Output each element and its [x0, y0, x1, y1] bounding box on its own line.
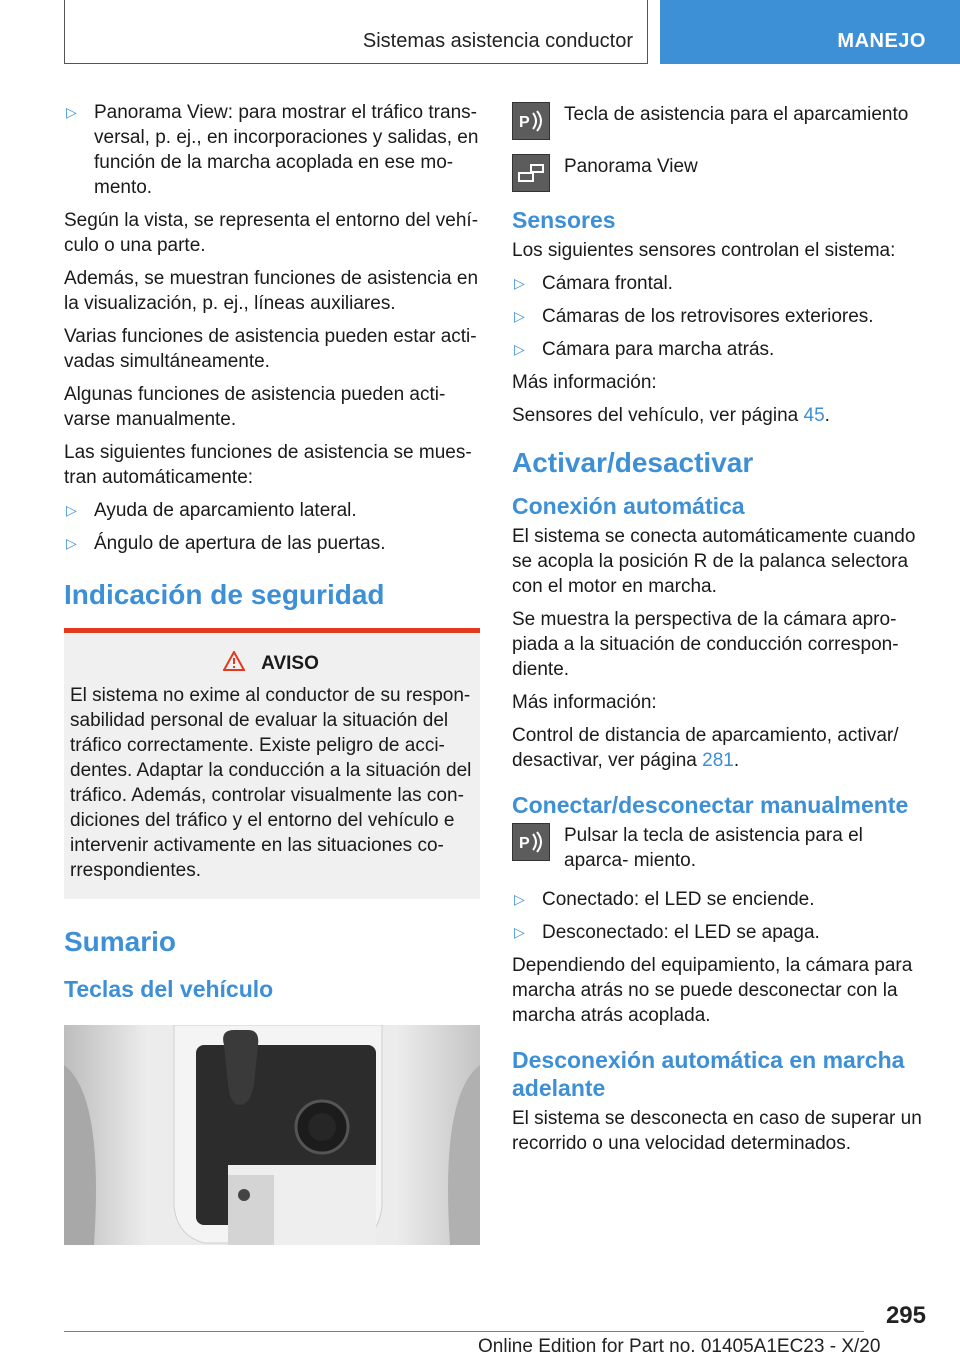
bullet-text: Ayuda de aparcamiento lateral.: [94, 500, 357, 521]
heading-activate: Activar/desactivar: [512, 447, 754, 478]
bullet-triangle-icon: ▷: [514, 308, 525, 324]
paragraph: Sensores del vehículo, ver página 45.: [512, 405, 830, 426]
bullet-triangle-icon: ▷: [514, 275, 525, 291]
bullet-item: [512, 887, 928, 912]
paragraph: Según la vista, se representa el entorno del vehí‐ culo o una parte.: [64, 210, 479, 256]
header-section-title: Sistemas asistencia conductor: [362, 30, 633, 52]
heading-auto-connect: Conexión automática: [512, 493, 745, 519]
header-chapter-label: MANEJO: [837, 30, 926, 52]
key-row: [512, 823, 928, 873]
warning-title-row: [70, 651, 472, 677]
right-column: [512, 100, 928, 1164]
page-link[interactable]: 281: [702, 750, 734, 771]
left-column: [64, 100, 480, 1007]
park-assist-key-icon: [512, 823, 550, 861]
svg-text:P: P: [519, 114, 530, 131]
park-assist-key-icon: [512, 102, 550, 140]
paragraph: Las siguientes funciones de asistencia se mues‐ tran automáticamente:: [64, 442, 472, 488]
bullet-triangle-icon: ▷: [66, 535, 77, 551]
key-row: [512, 102, 928, 140]
warning-triangle-icon: [223, 651, 245, 677]
bullet-triangle-icon: ▷: [514, 891, 525, 907]
bullet-item: [64, 531, 480, 556]
paragraph: Además, se muestran funciones de asistencia en la visualización, p. ej., líneas auxiliares.: [64, 268, 479, 314]
page-number: 295: [885, 1302, 926, 1329]
heading-auto-off: Desconexión automática en marcha adelante: [512, 1047, 905, 1101]
paragraph: Más información:: [512, 372, 657, 393]
bullet-item: [512, 337, 928, 362]
bullet-text: Ángulo de apertura de las puertas.: [94, 533, 386, 554]
heading-sensors: Sensores: [512, 207, 616, 233]
bullet-text: Cámara frontal.: [542, 273, 673, 294]
paragraph: Se muestra la perspectiva de la cámara apro‐ piada a la situación de conducción correspon‐ diente.: [512, 609, 899, 680]
bullet-triangle-icon: ▷: [66, 104, 77, 120]
bullet-triangle-icon: ▷: [66, 502, 77, 518]
panorama-view-key-icon: [512, 154, 550, 192]
warning-title: AVISO: [261, 653, 319, 674]
bullet-text: Panorama View: para mostrar el tráfico trans‐ versal, p. ej., en incorporaciones y salidas, en función de la marcha acoplada en ese mo‐ mento.: [94, 102, 479, 198]
header-section: [64, 0, 648, 64]
bullet-text: Desconectado: el LED se apaga.: [542, 922, 820, 943]
paragraph: Los siguientes sensores controlan el sistema:: [512, 240, 896, 261]
paragraph: Control de distancia de aparcamiento, activar/ desactivar, ver página 281.: [512, 725, 899, 771]
paragraph: Varias funciones de asistencia pueden estar acti‐ vadas simultáneamente.: [64, 326, 477, 372]
header-chapter-tab[interactable]: [660, 0, 960, 64]
key-row: [512, 154, 928, 192]
ref-text: Sensores del vehículo, ver página: [512, 405, 804, 426]
svg-text:P: P: [519, 835, 530, 852]
key-label: Tecla de asistencia para el aparcamiento: [564, 104, 909, 125]
bullet-text: Conectado: el LED se enciende.: [542, 889, 815, 910]
warning-text: El sistema no exime al conductor de su respon‐ sabilidad personal de evaluar la situación del tráfico correctamente. Existe peligro de acci‐ dentes. Adaptar la conducción a la situación del tráfico. Además, controlar visualmente las con‐ diciones del tráfico y el entorno del vehículo e intervenir activamente en las situaciones co‐ rrespondientes.: [70, 685, 472, 881]
paragraph: Algunas funciones de asistencia pueden acti‐ varse manualmente.: [64, 384, 446, 430]
bullet-text: Cámara para marcha atrás.: [542, 339, 775, 360]
paragraph: Dependiendo del equipamiento, la cámara para marcha atrás no se puede desconectar con la marcha atrás acoplada.: [512, 955, 913, 1026]
paragraph: El sistema se conecta automáticamente cuando se acopla la posición R de la palanca selectora con el motor en marcha.: [512, 526, 916, 597]
bullet-item: [512, 271, 928, 296]
heading-summary: Sumario: [64, 926, 177, 957]
footer-divider: [64, 1331, 864, 1332]
footer-edition: Online Edition for Part no. 01405A1EC23 - X/20: [478, 1336, 881, 1357]
bullet-triangle-icon: ▷: [514, 924, 525, 940]
bullet-triangle-icon: ▷: [514, 341, 525, 357]
bullet-item: [64, 100, 480, 200]
key-label: Pulsar la tecla de asistencia para el aparca‐ miento.: [564, 825, 863, 871]
page-link[interactable]: 45: [803, 405, 825, 426]
bullet-text: Cámaras de los retrovisores exteriores.: [542, 306, 874, 327]
bullet-item: [512, 920, 928, 945]
bullet-item: [64, 498, 480, 523]
heading-vehicle-keys: Teclas del vehículo: [64, 976, 274, 1002]
page-header: [0, 0, 960, 66]
warning-box: [64, 628, 480, 899]
paragraph: Más información:: [512, 692, 657, 713]
heading-safety: Indicación de seguridad: [64, 579, 385, 610]
ref-text: Control de distancia de aparcamiento, activar/ desactivar, ver página: [512, 725, 899, 771]
paragraph: El sistema se desconecta en caso de superar un recorrido o una velocidad determinados.: [512, 1108, 922, 1154]
heading-manual: Conectar/desconectar manualmente: [512, 792, 909, 818]
center-console-photo: [64, 1025, 480, 1245]
bullet-item: [512, 304, 928, 329]
key-label: Panorama View: [564, 156, 698, 177]
